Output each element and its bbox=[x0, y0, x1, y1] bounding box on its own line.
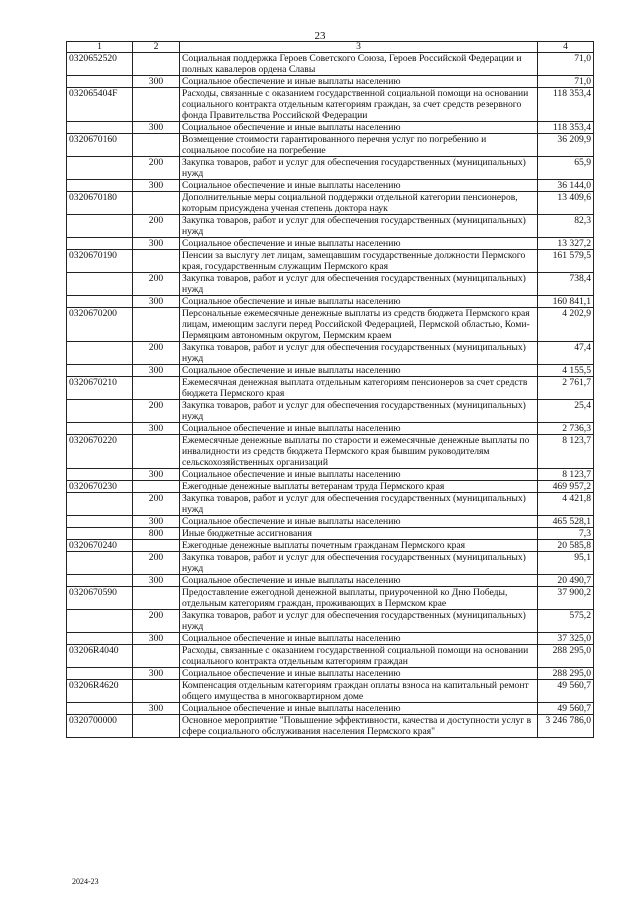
footer-code: 2024-23 bbox=[72, 877, 99, 886]
expense-code-cell: 200 bbox=[133, 493, 180, 516]
table-row bbox=[67, 238, 594, 250]
row-id-cell: 0320670210 bbox=[67, 377, 133, 400]
table-row bbox=[67, 250, 594, 273]
amount-cell: 288 295,0 bbox=[538, 668, 594, 680]
table-row bbox=[67, 516, 594, 528]
table-row bbox=[67, 296, 594, 308]
row-id-cell bbox=[67, 400, 133, 423]
expense-code-cell bbox=[133, 481, 180, 493]
table-row bbox=[67, 215, 594, 238]
table-row bbox=[67, 88, 594, 122]
description-cell: Социальное обеспечение и иные выплаты населению bbox=[180, 365, 538, 377]
expense-code-cell: 300 bbox=[133, 668, 180, 680]
description-cell: Возмещение стоимости гарантированного перечня услуг по погребению и социальное пособие на погребение bbox=[180, 134, 538, 157]
expense-code-cell bbox=[133, 680, 180, 703]
header-col-2: 2 bbox=[133, 42, 180, 53]
amount-cell: 4 202,9 bbox=[538, 308, 594, 342]
table-row bbox=[67, 610, 594, 633]
row-id-cell: 0320670590 bbox=[67, 587, 133, 610]
amount-cell: 36 144,0 bbox=[538, 180, 594, 192]
expense-code-cell: 200 bbox=[133, 552, 180, 575]
table-body bbox=[67, 53, 594, 738]
expense-code-cell bbox=[133, 715, 180, 738]
table-row bbox=[67, 192, 594, 215]
row-id-cell bbox=[67, 273, 133, 296]
description-cell: Социальное обеспечение и иные выплаты населению bbox=[180, 423, 538, 435]
table-row bbox=[67, 493, 594, 516]
description-cell: Закупка товаров, работ и услуг для обеспечения государственных (муниципальных) нужд bbox=[180, 493, 538, 516]
expense-code-cell bbox=[133, 435, 180, 469]
row-id-cell bbox=[67, 342, 133, 365]
table-row bbox=[67, 273, 594, 296]
amount-cell: 37 900,2 bbox=[538, 587, 594, 610]
row-id-cell bbox=[67, 610, 133, 633]
header-col-3: 3 bbox=[180, 42, 538, 53]
header-col-4: 4 bbox=[538, 42, 594, 53]
expense-code-cell: 300 bbox=[133, 122, 180, 134]
expense-code-cell: 200 bbox=[133, 157, 180, 180]
row-id-cell bbox=[67, 215, 133, 238]
row-id-cell bbox=[67, 423, 133, 435]
table-row bbox=[67, 633, 594, 645]
description-cell: Социальное обеспечение и иные выплаты населению bbox=[180, 516, 538, 528]
table-row bbox=[67, 76, 594, 88]
table-row bbox=[67, 423, 594, 435]
description-cell: Закупка товаров, работ и услуг для обеспечения государственных (муниципальных) нужд bbox=[180, 342, 538, 365]
table-row bbox=[67, 308, 594, 342]
amount-cell: 118 353,4 bbox=[538, 122, 594, 134]
description-cell: Ежемесячные денежные выплаты по старости и ежемесячные денежные выплаты по инвалидности из средств бюджета Пермского края бывшим руководителям сельскохозяйственных организаций bbox=[180, 435, 538, 469]
table-row bbox=[67, 645, 594, 668]
description-cell: Основное мероприятие "Повышение эффективности, качества и доступности услуг в сфере социального обслуживания населения Пермского края" bbox=[180, 715, 538, 738]
description-cell: Социальная поддержка Героев Советского Союза, Героев Российской Федерации и полных кавалеров ордена Славы bbox=[180, 53, 538, 76]
expense-code-cell bbox=[133, 377, 180, 400]
description-cell: Социальное обеспечение и иные выплаты населению bbox=[180, 180, 538, 192]
expense-code-cell: 800 bbox=[133, 528, 180, 540]
row-id-cell: 0320670180 bbox=[67, 192, 133, 215]
amount-cell: 2 736,3 bbox=[538, 423, 594, 435]
row-id-cell: 0320670160 bbox=[67, 134, 133, 157]
description-cell: Социальное обеспечение и иные выплаты населению bbox=[180, 575, 538, 587]
amount-cell: 7,3 bbox=[538, 528, 594, 540]
amount-cell: 95,1 bbox=[538, 552, 594, 575]
description-cell: Закупка товаров, работ и услуг для обеспечения государственных (муниципальных) нужд bbox=[180, 400, 538, 423]
table-row bbox=[67, 469, 594, 481]
description-cell: Социальное обеспечение и иные выплаты населению bbox=[180, 122, 538, 134]
row-id-cell bbox=[67, 493, 133, 516]
row-id-cell bbox=[67, 633, 133, 645]
amount-cell: 8 123,7 bbox=[538, 469, 594, 481]
expense-code-cell bbox=[133, 587, 180, 610]
expense-code-cell: 300 bbox=[133, 76, 180, 88]
description-cell: Социальное обеспечение и иные выплаты населению bbox=[180, 238, 538, 250]
description-cell: Социальное обеспечение и иные выплаты населению bbox=[180, 633, 538, 645]
row-id-cell bbox=[67, 296, 133, 308]
amount-cell: 47,4 bbox=[538, 342, 594, 365]
expense-code-cell bbox=[133, 134, 180, 157]
table-row bbox=[67, 134, 594, 157]
row-id-cell bbox=[67, 668, 133, 680]
page-number: 23 bbox=[314, 30, 326, 42]
expense-code-cell: 300 bbox=[133, 703, 180, 715]
description-cell: Социальное обеспечение и иные выплаты населению bbox=[180, 703, 538, 715]
row-id-cell bbox=[67, 703, 133, 715]
description-cell: Пенсии за выслугу лет лицам, замещавшим государственные должности Пермского края, государственным служащим Пермского края bbox=[180, 250, 538, 273]
row-id-cell bbox=[67, 365, 133, 377]
amount-cell: 288 295,0 bbox=[538, 645, 594, 668]
table-row bbox=[67, 552, 594, 575]
table-row bbox=[67, 342, 594, 365]
table-row bbox=[67, 365, 594, 377]
row-id-cell: 03206R4040 bbox=[67, 645, 133, 668]
amount-cell: 465 528,1 bbox=[538, 516, 594, 528]
row-id-cell: 0320670220 bbox=[67, 435, 133, 469]
expense-code-cell bbox=[133, 88, 180, 122]
expense-code-cell: 300 bbox=[133, 423, 180, 435]
amount-cell: 20 490,7 bbox=[538, 575, 594, 587]
table-row bbox=[67, 435, 594, 469]
row-id-cell: 0320652520 bbox=[67, 53, 133, 76]
amount-cell: 8 123,7 bbox=[538, 435, 594, 469]
description-cell: Закупка товаров, работ и услуг для обеспечения государственных (муниципальных) нужд bbox=[180, 273, 538, 296]
row-id-cell bbox=[67, 528, 133, 540]
table-row bbox=[67, 481, 594, 493]
amount-cell: 37 325,0 bbox=[538, 633, 594, 645]
description-cell: Иные бюджетные ассигнования bbox=[180, 528, 538, 540]
amount-cell: 738,4 bbox=[538, 273, 594, 296]
description-cell: Компенсация отдельным категориям граждан оплаты взноса на капитальный ремонт общего имущества в многоквартирном доме bbox=[180, 680, 538, 703]
row-id-cell bbox=[67, 157, 133, 180]
expense-code-cell bbox=[133, 308, 180, 342]
expense-code-cell bbox=[133, 53, 180, 76]
row-id-cell bbox=[67, 122, 133, 134]
amount-cell: 65,9 bbox=[538, 157, 594, 180]
table-row bbox=[67, 680, 594, 703]
table-row bbox=[67, 575, 594, 587]
description-cell: Закупка товаров, работ и услуг для обеспечения государственных (муниципальных) нужд bbox=[180, 552, 538, 575]
description-cell: Расходы, связанные с оказанием государственной социальной помощи на основании социального контракта отдельным категориям граждан bbox=[180, 645, 538, 668]
table-row bbox=[67, 122, 594, 134]
header-col-1: 1 bbox=[67, 42, 133, 53]
row-id-cell: 0320670230 bbox=[67, 481, 133, 493]
expense-code-cell: 200 bbox=[133, 400, 180, 423]
description-cell: Закупка товаров, работ и услуг для обеспечения государственных (муниципальных) нужд bbox=[180, 157, 538, 180]
amount-cell: 13 409,6 bbox=[538, 192, 594, 215]
expense-code-cell: 300 bbox=[133, 633, 180, 645]
expense-code-cell: 300 bbox=[133, 180, 180, 192]
row-id-cell: 0320670240 bbox=[67, 540, 133, 552]
amount-cell: 71,0 bbox=[538, 76, 594, 88]
amount-cell: 49 560,7 bbox=[538, 680, 594, 703]
description-cell: Социальное обеспечение и иные выплаты населению bbox=[180, 469, 538, 481]
expense-code-cell: 300 bbox=[133, 365, 180, 377]
row-id-cell bbox=[67, 469, 133, 481]
amount-cell: 25,4 bbox=[538, 400, 594, 423]
description-cell: Социальное обеспечение и иные выплаты населению bbox=[180, 76, 538, 88]
expense-code-cell bbox=[133, 645, 180, 668]
expense-code-cell: 300 bbox=[133, 516, 180, 528]
table-row bbox=[67, 528, 594, 540]
row-id-cell bbox=[67, 180, 133, 192]
table-row bbox=[67, 377, 594, 400]
table-row bbox=[67, 715, 594, 738]
table-row bbox=[67, 540, 594, 552]
amount-cell: 118 353,4 bbox=[538, 88, 594, 122]
table-row bbox=[67, 157, 594, 180]
description-cell: Расходы, связанные с оказанием государственной социальной помощи на основании социального контракта отдельным категориям граждан, за счет средств резервного фонда Правительства Российской Федерации bbox=[180, 88, 538, 122]
expense-code-cell: 300 bbox=[133, 575, 180, 587]
table-row bbox=[67, 668, 594, 680]
row-id-cell: 032065404F bbox=[67, 88, 133, 122]
row-id-cell bbox=[67, 76, 133, 88]
expense-code-cell: 300 bbox=[133, 469, 180, 481]
expense-code-cell: 200 bbox=[133, 273, 180, 296]
amount-cell: 20 585,8 bbox=[538, 540, 594, 552]
row-id-cell bbox=[67, 575, 133, 587]
row-id-cell: 0320670190 bbox=[67, 250, 133, 273]
expense-code-cell bbox=[133, 540, 180, 552]
amount-cell: 49 560,7 bbox=[538, 703, 594, 715]
amount-cell: 469 957,2 bbox=[538, 481, 594, 493]
expense-code-cell bbox=[133, 250, 180, 273]
amount-cell: 3 246 786,0 bbox=[538, 715, 594, 738]
description-cell: Социальное обеспечение и иные выплаты населению bbox=[180, 668, 538, 680]
expense-code-cell: 300 bbox=[133, 238, 180, 250]
row-id-cell bbox=[67, 238, 133, 250]
amount-cell: 161 579,5 bbox=[538, 250, 594, 273]
row-id-cell: 0320700000 bbox=[67, 715, 133, 738]
description-cell: Ежегодные денежные выплаты ветеранам труда Пермского края bbox=[180, 481, 538, 493]
expense-code-cell bbox=[133, 192, 180, 215]
amount-cell: 4 155,5 bbox=[538, 365, 594, 377]
amount-cell: 13 327,2 bbox=[538, 238, 594, 250]
table-row bbox=[67, 400, 594, 423]
row-id-cell: 03206R4620 bbox=[67, 680, 133, 703]
description-cell: Предоставление ежегодной денежной выплаты, приуроченной ко Дню Победы, отдельным категориям граждан, проживающих в Пермском крае bbox=[180, 587, 538, 610]
description-cell: Закупка товаров, работ и услуг для обеспечения государственных (муниципальных) нужд bbox=[180, 215, 538, 238]
expense-code-cell: 200 bbox=[133, 215, 180, 238]
table-row bbox=[67, 180, 594, 192]
budget-table bbox=[66, 41, 594, 738]
description-cell: Ежемесячная денежная выплата отдельным категориям пенсионеров за счет средств бюджета Пермского края bbox=[180, 377, 538, 400]
row-id-cell bbox=[67, 552, 133, 575]
amount-cell: 36 209,9 bbox=[538, 134, 594, 157]
amount-cell: 4 421,8 bbox=[538, 493, 594, 516]
amount-cell: 82,3 bbox=[538, 215, 594, 238]
table-header-row bbox=[67, 42, 594, 53]
description-cell: Социальное обеспечение и иные выплаты населению bbox=[180, 296, 538, 308]
table-row bbox=[67, 703, 594, 715]
amount-cell: 160 841,1 bbox=[538, 296, 594, 308]
description-cell: Ежегодные денежные выплаты почетным гражданам Пермского края bbox=[180, 540, 538, 552]
expense-code-cell: 200 bbox=[133, 610, 180, 633]
amount-cell: 575,2 bbox=[538, 610, 594, 633]
amount-cell: 2 761,7 bbox=[538, 377, 594, 400]
row-id-cell bbox=[67, 516, 133, 528]
table-row bbox=[67, 53, 594, 76]
expense-code-cell: 300 bbox=[133, 296, 180, 308]
expense-code-cell: 200 bbox=[133, 342, 180, 365]
description-cell: Закупка товаров, работ и услуг для обеспечения государственных (муниципальных) нужд bbox=[180, 610, 538, 633]
table-row bbox=[67, 587, 594, 610]
amount-cell: 71,0 bbox=[538, 53, 594, 76]
description-cell: Дополнительные меры социальной поддержки отдельной категории пенсионеров, которым присуждена ученая степень доктора наук bbox=[180, 192, 538, 215]
row-id-cell: 0320670200 bbox=[67, 308, 133, 342]
description-cell: Персональные ежемесячные денежные выплаты из средств бюджета Пермского края лицам, имеющим заслуги перед Российской Федерацией, Пермской областью, Коми-Пермяцким автономным округом, Пермским краем bbox=[180, 308, 538, 342]
